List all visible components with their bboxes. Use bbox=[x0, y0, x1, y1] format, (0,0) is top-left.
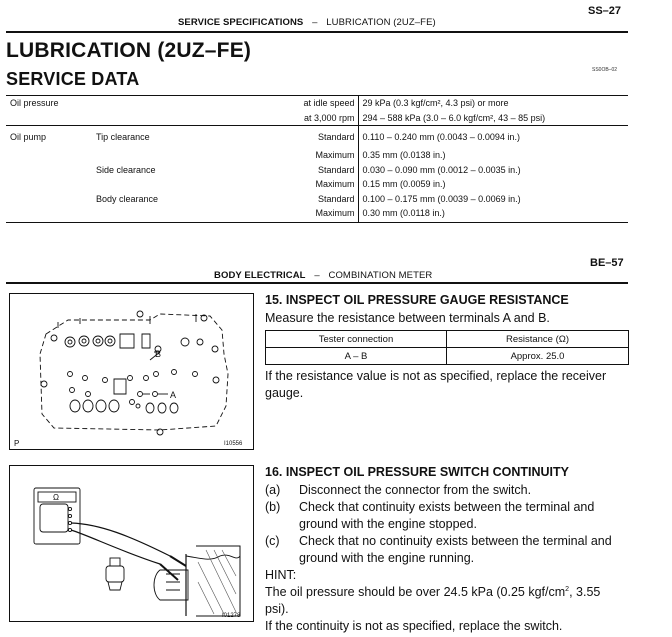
table-cell: 0.110 – 0.240 mm (0.0043 – 0.0094 in.) bbox=[358, 126, 628, 149]
step-15-title: 15. INSPECT OIL PRESSURE GAUGE RESISTANCE bbox=[265, 293, 569, 307]
combination-meter-figure bbox=[9, 293, 254, 450]
list-item bbox=[265, 482, 635, 499]
table-cell: Oil pressure bbox=[6, 96, 92, 111]
table-cell bbox=[92, 177, 232, 192]
table-cell: 0.30 mm (0.0118 in.) bbox=[358, 206, 628, 223]
table-row bbox=[6, 111, 628, 126]
meter-back-illustration bbox=[10, 294, 253, 449]
table-cell: Standard bbox=[317, 164, 355, 175]
tester-connection-cell: A – B bbox=[266, 348, 447, 365]
step-15-note bbox=[265, 368, 606, 402]
table-cell bbox=[6, 111, 92, 126]
list-text bbox=[299, 533, 612, 567]
col-header-resistance: Resistance (Ω) bbox=[447, 331, 629, 348]
table-row bbox=[6, 206, 628, 223]
header-section: BODY ELECTRICAL bbox=[214, 270, 306, 281]
section-title: SERVICE DATA bbox=[6, 69, 140, 89]
oil-pressure-switch-figure bbox=[9, 465, 254, 622]
list-item bbox=[265, 499, 635, 533]
ohmmeter-switch-illustration bbox=[10, 466, 253, 621]
note-line: If the resistance value is not as specified, replace the receiver bbox=[265, 369, 607, 383]
table-cell: at 3,000 rpm bbox=[303, 112, 355, 123]
header-topic: COMBINATION METER bbox=[328, 270, 433, 281]
page-header-ss bbox=[178, 17, 436, 28]
table-cell bbox=[6, 163, 92, 178]
terminal-a-label: A bbox=[170, 390, 177, 400]
table-cell bbox=[92, 111, 232, 126]
figure-id: I01278 bbox=[222, 613, 241, 619]
header-section: SERVICE SPECIFICATIONS bbox=[178, 17, 304, 28]
table-row bbox=[266, 348, 629, 365]
table-cell: 0.35 mm (0.0138 in.) bbox=[358, 148, 628, 163]
table-row bbox=[6, 163, 628, 178]
header-rule bbox=[6, 31, 628, 33]
page-number-be: BE–57 bbox=[590, 257, 624, 269]
terminal-b-label: B bbox=[155, 349, 162, 359]
figure-id: I10556 bbox=[224, 441, 243, 447]
hint-text-part: , 3.55 bbox=[569, 585, 601, 599]
table-cell: 0.100 – 0.175 mm (0.0039 – 0.0069 in.) bbox=[358, 192, 628, 207]
table-cell: Maximum bbox=[315, 179, 355, 189]
list-item bbox=[265, 533, 635, 567]
table-cell: Body clearance bbox=[96, 193, 159, 204]
step-16-title: 16. INSPECT OIL PRESSURE SWITCH CONTINUITY bbox=[265, 465, 569, 479]
table-cell: 29 kPa (0.3 kgf/cm², 4.3 psi) or more bbox=[358, 96, 628, 111]
hint-text-part: The oil pressure should be over 24.5 kPa (0.25 kgf/cm bbox=[265, 585, 566, 599]
table-cell bbox=[6, 206, 92, 223]
table-cell: Maximum bbox=[315, 150, 355, 160]
doc-code: SS0OB–02 bbox=[592, 67, 618, 73]
list-line: ground with the engine running. bbox=[299, 551, 475, 565]
list-line: ground with the engine stopped. bbox=[299, 517, 477, 531]
final-instruction: If the continuity is not as specified, replace the switch. bbox=[265, 619, 563, 633]
header-topic: LUBRICATION (2UZ–FE) bbox=[326, 17, 436, 28]
table-cell bbox=[92, 148, 232, 163]
table-cell bbox=[92, 96, 232, 111]
resistance-table bbox=[265, 330, 629, 365]
table-header-row bbox=[266, 331, 629, 348]
list-mark: (c) bbox=[265, 534, 280, 548]
header-rule bbox=[6, 282, 628, 284]
table-cell: Oil pump bbox=[6, 126, 92, 149]
list-line: Check that continuity exists between the terminal and bbox=[299, 500, 595, 514]
ohm-symbol: Ω bbox=[53, 493, 59, 502]
list-mark: (b) bbox=[265, 500, 281, 514]
table-cell: Standard bbox=[232, 126, 358, 149]
table-cell bbox=[6, 192, 92, 207]
note-line: gauge. bbox=[265, 386, 304, 400]
header-dash: – bbox=[312, 17, 318, 28]
hint-text-cont: psi). bbox=[265, 602, 289, 616]
col-header-tester: Tester connection bbox=[266, 331, 447, 348]
table-cell: 0.030 – 0.090 mm (0.0012 – 0.0035 in.) bbox=[358, 163, 628, 178]
table-cell: Tip clearance bbox=[92, 126, 232, 149]
hint-label: HINT: bbox=[265, 568, 297, 582]
table-cell: at idle speed bbox=[232, 96, 358, 111]
table-cell bbox=[92, 206, 232, 223]
page-title: LUBRICATION (2UZ–FE) bbox=[6, 39, 252, 62]
step-15-intro: Measure the resistance between terminals A and B. bbox=[265, 311, 550, 325]
list-line: Check that no continuity exists between the terminal and bbox=[299, 534, 612, 548]
step-16-list bbox=[265, 482, 635, 635]
list-text bbox=[299, 499, 594, 533]
resistance-cell: Approx. 25.0 bbox=[447, 348, 629, 365]
table-row bbox=[6, 177, 628, 192]
page-number: SS–27 bbox=[588, 5, 622, 17]
table-row bbox=[6, 96, 628, 111]
table-cell: Standard bbox=[317, 193, 355, 204]
table-cell: Maximum bbox=[232, 206, 358, 223]
list-mark: (a) bbox=[265, 483, 281, 497]
table-cell: 0.15 mm (0.0059 in.) bbox=[358, 177, 628, 192]
header-dash: – bbox=[314, 270, 320, 281]
figure-p-label: P bbox=[14, 439, 20, 448]
table-cell bbox=[6, 148, 92, 163]
service-data-table bbox=[6, 95, 628, 223]
table-row bbox=[6, 192, 628, 207]
table-cell: Side clearance bbox=[96, 164, 156, 175]
page-header-be bbox=[214, 270, 432, 281]
hint-text bbox=[265, 584, 635, 601]
list-text: Disconnect the connector from the switch. bbox=[299, 483, 532, 497]
table-row bbox=[6, 148, 628, 163]
table-row bbox=[6, 126, 628, 149]
table-cell bbox=[6, 177, 92, 192]
table-cell: 294 – 588 kPa (3.0 – 6.0 kgf/cm², 43 – 85 psi) bbox=[358, 111, 628, 126]
hint-superscript: 2 bbox=[565, 585, 570, 593]
